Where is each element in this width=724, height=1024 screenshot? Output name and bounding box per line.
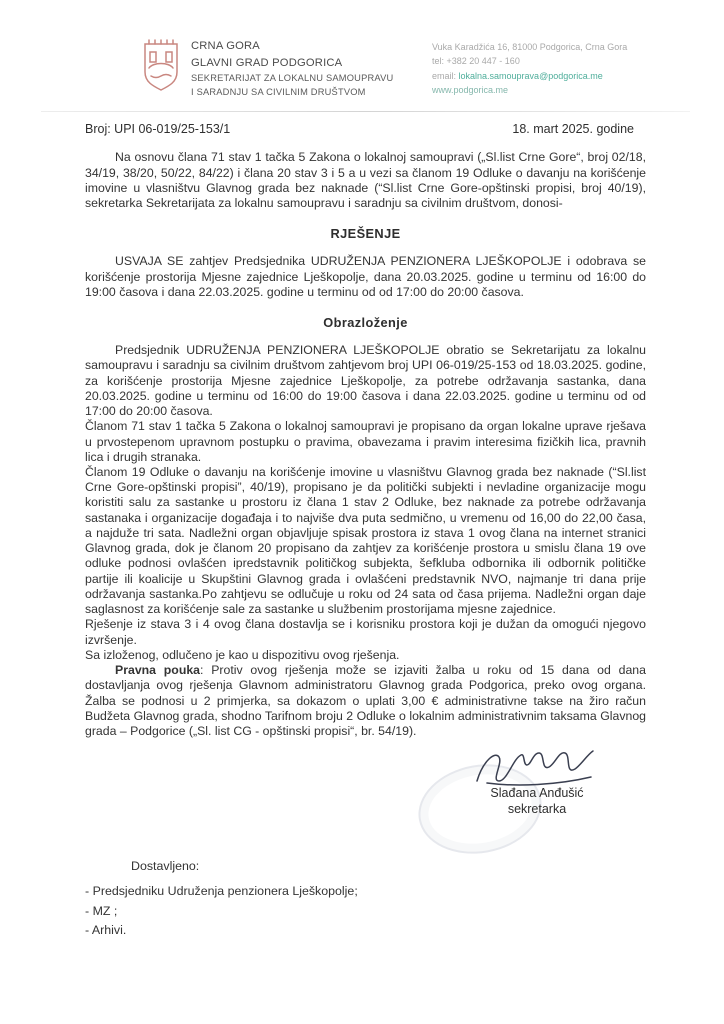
legal-basis-paragraph: Na osnovu člana 71 stav 1 tačka 5 Zakona o lokalnoj samoupravi („Sl.list Crne Gore“, broj 02/18, 34/19, 38/20, 50/22, 84/22) i člana 20 stav 3 i 5 a u vezi sa članom 19 Odluke o davanju na korišćenje imovine u vlasništvu Glavnog grada bez naknade (“Sl.list Crne Gore-opštinski propisi, broj 40/19), sekretarka Sekretarijata za lokalnu samoupravu i saradnju sa civilnim društvom, donosi- bbox=[85, 150, 646, 211]
handwritten-signature-icon bbox=[467, 743, 607, 789]
signature-block bbox=[442, 743, 632, 816]
department-line-2: I SARADNJU SA CIVILNIM DRUŠTVOM bbox=[191, 86, 366, 97]
explanation-paragraph-2: Članom 71 stav 1 tačka 5 Zakona o lokalnoj samoupravi je propisano da organ lokalne uprave rješava u prvostepenom upravnom postupku o pravima, obavezama i pravim interesima fizičkih lica, pravnih lica i drugih stranaka. bbox=[85, 419, 646, 464]
header-divider bbox=[41, 111, 690, 112]
signature-area bbox=[85, 741, 646, 839]
department-line-1: SEKRETARIJAT ZA LOKALNU SAMOUPRAVU bbox=[191, 72, 394, 83]
document-title: RJEŠENJE bbox=[330, 226, 401, 242]
explanation-paragraph-1: Predsjednik UDRUŽENJA PENZIONERA LJEŠKOPOLJE obratio se Sekretarijatu za lokalnu samoupravu i saradnju sa civilnim društvom zahtjevom broj UPI 06-019/25-153 od 18.03.2025. godine, za korišćenje prostorija Mjesne zajednice Lješkopolje, za potrebe održavanja sastanka, dana 20.03.2025. godine u terminu od 16:00 do 19:00 časova i dana 22.03.2025. godine u terminu od od 17:00 do 20:00 časova. bbox=[85, 343, 646, 419]
legal-remedy-text: : Protiv ovog rješenja može se izjaviti žalba u roku od 15 dana od dana dostavljanja ovog rješenja Glavnom administratoru Glavnog grada Podgorica, preko ovog organa. Žalba se podnosi u 2 primjerka, sa dokazom o uplati 3,00 € administrativne takse na žiro račun Budžeta Glavnog grada, shodno Tarifnom broju 2 Odluke o lokalnim administrativnim taksama Glavnog grada – Podgorice („Sl. list CG - opštinski propisi“, br. 54/19). bbox=[85, 663, 646, 738]
issuer-block bbox=[191, 36, 393, 99]
explanation-paragraph-4: Rješenje iz stava 3 i 4 ovog člana dostavlja se i korisniku prostora koji je dužan da omogući njegovo izvršenje. bbox=[85, 617, 646, 647]
explanation-paragraph-5: Sa izloženog, odlučeno je kao u dispozitivu ovog rješenja. bbox=[85, 647, 400, 662]
reference-row bbox=[85, 122, 646, 136]
city-name: GLAVNI GRAD PODGORICA bbox=[191, 56, 343, 69]
signer-title: sekretarka bbox=[507, 802, 567, 817]
section-title-obrazlozenje: Obrazloženje bbox=[323, 315, 408, 331]
document-number: Broj: UPI 06-019/25-153/1 bbox=[85, 122, 231, 137]
document-date: 18. mart 2025. godine bbox=[512, 122, 634, 137]
explanation-paragraph-3: Članom 19 Odluke o davanju na korišćenje imovine u vlasništvu Glavnog grada bez naknade (“Sl.list Crne Gore-opštinski propisi”, 40/19), propisano je da politički subjekti i nevladine organizacije mogu koristiti salu za sastanke u prostoru iz člana 1 stav 2 Odluke, bez naknade za potrebe održavanja sastanaka i organizacije događaja i to najviše dva puta sedmično, u vremenu od 16,00 do 22,00 časa, a najduže tri sata. Nadležni organ objavljuje spisak prostora iz stava 1 ovog člana na internet stranici Glavnog grada, dok je članom 20 propisano da zahtjev za korišćenje prostora u smislu člana 19 ove odluke podnosi ovlašćen ipredstavnik političkog subjekta, šefkluba odbornika ili odbornik političke partije ili koalicije u Skupštini Glavnog grada i ovlašćeni predstavnik NVO, najmanje tri dana prije održavanja sastanka.Po zahtjevu se odlučuje u roku od 24 sata od časa prijema. Nadležni organ daje saglasnost za korišćenje sale za sastanke u službenim prostorijama mjesne zajednice. bbox=[85, 464, 646, 617]
distribution-item: - Arhivi. bbox=[85, 922, 127, 937]
address-line: Vuka Karadžića 16, 81000 Podgorica, Crna Gora bbox=[432, 42, 628, 52]
legal-remedy-lead: Pravna pouka bbox=[115, 663, 201, 678]
document-body bbox=[85, 150, 646, 739]
email-label: email: bbox=[432, 70, 459, 81]
distribution-label: Dostavljeno: bbox=[131, 859, 200, 874]
distribution-item: - MZ ; bbox=[85, 903, 118, 918]
email-address: lokalna.samouprava@podgorica.me bbox=[458, 70, 603, 81]
email-line bbox=[432, 69, 646, 83]
letterhead bbox=[141, 36, 646, 99]
phone-line: tel: +382 20 447 - 160 bbox=[432, 56, 520, 67]
podgorica-coat-of-arms-icon bbox=[141, 36, 181, 94]
decision-paragraph: USVAJA SE zahtjev Predsjednika UDRUŽENJA PENZIONERA LJEŠKOPOLJE i odobrava se korišćenje prostorija Mjesne zajednice Lješkopolje, dana 20.03.2025. godine u terminu od 16:00 do 19:00 časova i dana 22.03.2025. godine u terminu od od 17:00 do 20:00 časova. bbox=[85, 254, 646, 299]
distribution-item: - Predsjedniku Udruženja penzionera Lješkopolje; bbox=[85, 884, 358, 899]
distribution-list bbox=[85, 857, 646, 940]
signer-name: Slađana Anđušić bbox=[490, 786, 584, 801]
website-url: www.podgorica.me bbox=[432, 85, 509, 96]
legal-remedy-paragraph bbox=[85, 663, 646, 739]
country-name: CRNA GORA bbox=[191, 40, 260, 52]
contact-block bbox=[432, 36, 646, 98]
